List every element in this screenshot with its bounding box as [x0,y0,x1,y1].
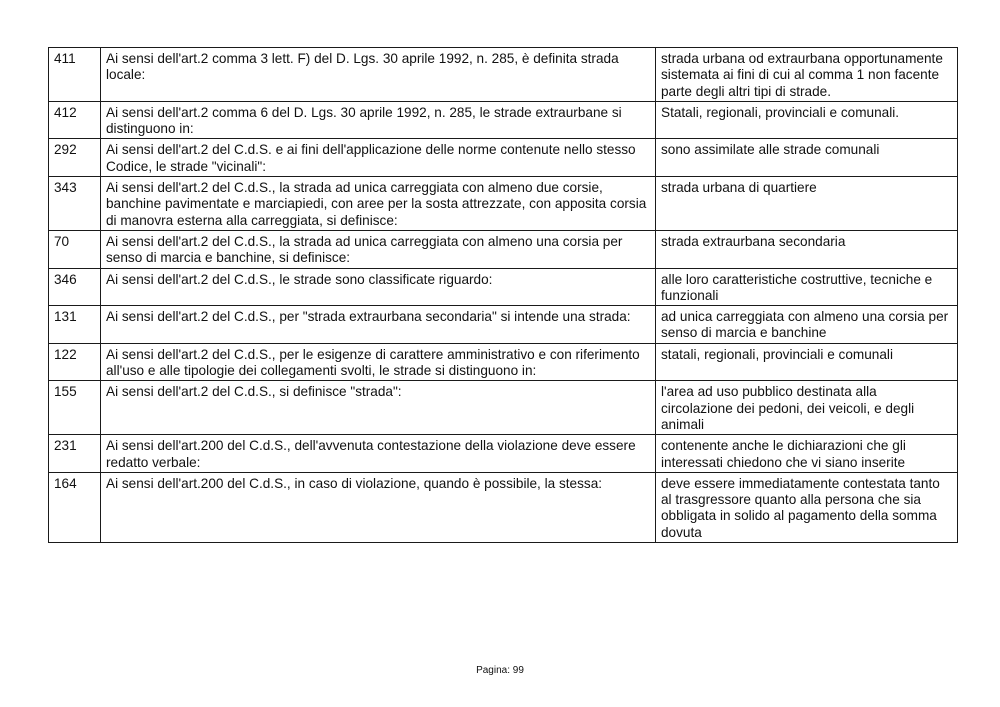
table-row [49,381,958,435]
question-text: Ai sensi dell'art.2 del C.d.S., la strada ad unica carreggiata con almeno una corsia per senso di marcia e banchine, si definisce: [101,230,656,268]
question-text: Ai sensi dell'art.200 del C.d.S., in caso di violazione, quando è possibile, la stessa: [101,472,656,542]
question-text: Ai sensi dell'art.200 del C.d.S., dell'avvenuta contestazione della violazione deve essere redatto verbale: [101,435,656,473]
table-row [49,435,958,473]
answer-text: sono assimilate alle strade comunali [656,139,958,177]
question-id: 155 [49,381,101,435]
question-text: Ai sensi dell'art.2 del C.d.S., per "strada extraurbana secondaria" si intende una strada: [101,306,656,344]
table-row [49,101,958,139]
question-id: 70 [49,230,101,268]
answer-text: strada urbana di quartiere [656,177,958,231]
question-id: 131 [49,306,101,344]
answer-text: contenente anche le dichiarazioni che gli interessati chiedono che vi siano inserite [656,435,958,473]
question-id: 411 [49,48,101,102]
table-row [49,139,958,177]
question-id: 231 [49,435,101,473]
answer-text: statali, regionali, provinciali e comunali [656,343,958,381]
page-number-footer: Pagina: 99 [476,665,524,676]
table-row [49,230,958,268]
answer-text: strada urbana od extraurbana opportunamente sistemata ai fini di cui al comma 1 non facente parte degli altri tipi di strade. [656,48,958,102]
table-row [49,177,958,231]
question-text: Ai sensi dell'art.2 comma 6 del D. Lgs. 30 aprile 1992, n. 285, le strade extraurbane si distinguono in: [101,101,656,139]
question-text: Ai sensi dell'art.2 del C.d.S. e ai fini dell'applicazione delle norme contenute nello stesso Codice, le strade "vicinali": [101,139,656,177]
answer-text: deve essere immediatamente contestata tanto al trasgressore quanto alla persona che sia obbligata in solido al pagamento della somma dovuta [656,472,958,542]
table-row [49,268,958,306]
answer-text: alle loro caratteristiche costruttive, tecniche e funzionali [656,268,958,306]
quiz-table-body [49,48,958,543]
table-row [49,343,958,381]
answer-text: Statali, regionali, provinciali e comunali. [656,101,958,139]
question-id: 412 [49,101,101,139]
question-text: Ai sensi dell'art.2 del C.d.S., le strade sono classificate riguardo: [101,268,656,306]
table-row [49,48,958,102]
table-row [49,306,958,344]
question-id: 164 [49,472,101,542]
question-text: Ai sensi dell'art.2 comma 3 lett. F) del D. Lgs. 30 aprile 1992, n. 285, è definita strada locale: [101,48,656,102]
question-id: 343 [49,177,101,231]
question-text: Ai sensi dell'art.2 del C.d.S., per le esigenze di carattere amministrativo e con riferimento all'uso e alle tipologie dei collegamenti svolti, le strade si distinguono in: [101,343,656,381]
quiz-table [48,47,958,543]
question-id: 346 [49,268,101,306]
question-text: Ai sensi dell'art.2 del C.d.S., la strada ad unica carreggiata con almeno due corsie, banchine pavimentate e marciapiedi, con aree per la sosta attrezzate, con apposita corsia di manovra esterna alla carreggiata, si definisce: [101,177,656,231]
answer-text: ad unica carreggiata con almeno una corsia per senso di marcia e banchine [656,306,958,344]
answer-text: l'area ad uso pubblico destinata alla circolazione dei pedoni, dei veicoli, e degli animali [656,381,958,435]
question-text: Ai sensi dell'art.2 del C.d.S., si definisce "strada": [101,381,656,435]
table-row [49,472,958,542]
question-id: 122 [49,343,101,381]
answer-text: strada extraurbana secondaria [656,230,958,268]
question-id: 292 [49,139,101,177]
